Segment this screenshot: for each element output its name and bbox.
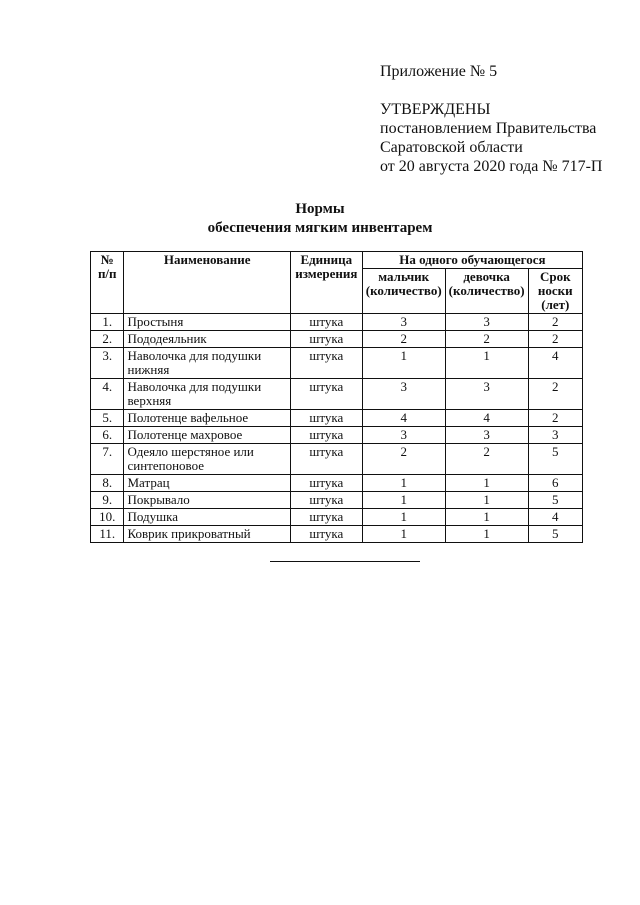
cell-term: 5 — [528, 526, 582, 543]
cell-num: 6. — [91, 427, 124, 444]
cell-num: 4. — [91, 379, 124, 410]
cell-num: 2. — [91, 331, 124, 348]
approval-block — [380, 62, 602, 176]
cell-boy: 1 — [362, 509, 445, 526]
cell-name: Матрац — [124, 475, 290, 492]
cell-term: 4 — [528, 348, 582, 379]
title-line: обеспечения мягким инвентарем — [207, 220, 433, 236]
cell-term: 4 — [528, 509, 582, 526]
cell-unit: штука — [290, 526, 362, 543]
cell-name: Коврик прикроватный — [124, 526, 290, 543]
table-row — [91, 475, 583, 492]
col-header-num: № п/п — [91, 252, 124, 314]
cell-girl: 1 — [445, 509, 528, 526]
table-row — [91, 379, 583, 410]
cell-girl: 1 — [445, 475, 528, 492]
cell-unit: штука — [290, 427, 362, 444]
cell-boy: 2 — [362, 444, 445, 475]
table-row — [91, 314, 583, 331]
table-row — [91, 331, 583, 348]
cell-boy: 1 — [362, 475, 445, 492]
cell-term: 2 — [528, 410, 582, 427]
cell-unit: штука — [290, 475, 362, 492]
cell-boy: 1 — [362, 348, 445, 379]
cell-unit: штука — [290, 379, 362, 410]
cell-girl: 2 — [445, 444, 528, 475]
cell-name: Одеяло шерстяное или синтепоновое — [124, 444, 290, 475]
approval-line: от 20 августа 2020 года № 717-П — [380, 158, 603, 175]
annex-label: Приложение № 5 — [380, 63, 498, 80]
approval-line: постановлением Правительства — [380, 120, 597, 137]
cell-unit: штука — [290, 348, 362, 379]
cell-unit: штука — [290, 444, 362, 475]
cell-girl: 3 — [445, 379, 528, 410]
cell-name: Полотенце вафельное — [124, 410, 290, 427]
norms-table — [90, 251, 583, 543]
cell-boy: 3 — [362, 427, 445, 444]
cell-boy: 3 — [362, 314, 445, 331]
table-row — [91, 348, 583, 379]
cell-unit: штука — [290, 492, 362, 509]
approval-line: Саратовской области — [380, 139, 523, 156]
cell-num: 1. — [91, 314, 124, 331]
cell-girl: 2 — [445, 331, 528, 348]
cell-term: 5 — [528, 444, 582, 475]
cell-boy: 3 — [362, 379, 445, 410]
table-row — [91, 444, 583, 475]
approval-heading: УТВЕРЖДЕНЫ — [380, 101, 491, 118]
cell-unit: штука — [290, 331, 362, 348]
cell-girl: 1 — [445, 348, 528, 379]
cell-num: 10. — [91, 509, 124, 526]
col-header-boy: мальчик (количество) — [362, 269, 445, 314]
cell-name: Полотенце махровое — [124, 427, 290, 444]
cell-girl: 1 — [445, 526, 528, 543]
cell-girl: 3 — [445, 314, 528, 331]
cell-term: 6 — [528, 475, 582, 492]
table-row — [91, 410, 583, 427]
document-title — [0, 200, 640, 238]
cell-unit: штука — [290, 509, 362, 526]
cell-name: Наволочка для подушки нижняя — [124, 348, 290, 379]
cell-num: 8. — [91, 475, 124, 492]
cell-boy: 1 — [362, 492, 445, 509]
cell-name: Подушка — [124, 509, 290, 526]
cell-term: 2 — [528, 331, 582, 348]
cell-girl: 4 — [445, 410, 528, 427]
cell-girl: 1 — [445, 492, 528, 509]
col-header-term: Срок носки (лет) — [528, 269, 582, 314]
table-row — [91, 526, 583, 543]
cell-name: Наволочка для подушки верхняя — [124, 379, 290, 410]
divider-line — [270, 561, 420, 562]
table-header-row — [91, 252, 583, 269]
cell-num: 9. — [91, 492, 124, 509]
cell-num: 3. — [91, 348, 124, 379]
table-row — [91, 509, 583, 526]
cell-unit: штука — [290, 410, 362, 427]
cell-term: 5 — [528, 492, 582, 509]
cell-girl: 3 — [445, 427, 528, 444]
title-line: Нормы — [295, 201, 345, 217]
cell-term: 2 — [528, 314, 582, 331]
cell-boy: 1 — [362, 526, 445, 543]
cell-num: 11. — [91, 526, 124, 543]
cell-boy: 2 — [362, 331, 445, 348]
cell-term: 3 — [528, 427, 582, 444]
cell-num: 5. — [91, 410, 124, 427]
cell-unit: штука — [290, 314, 362, 331]
cell-name: Простыня — [124, 314, 290, 331]
col-header-girl: девочка (количество) — [445, 269, 528, 314]
cell-name: Покрывало — [124, 492, 290, 509]
table-row — [91, 492, 583, 509]
table-row — [91, 427, 583, 444]
cell-name: Пододеяльник — [124, 331, 290, 348]
cell-boy: 4 — [362, 410, 445, 427]
col-header-unit: Единица измерения — [290, 252, 362, 314]
cell-term: 2 — [528, 379, 582, 410]
col-header-name: Наименование — [124, 252, 290, 314]
col-header-group: На одного обучающегося — [362, 252, 582, 269]
cell-num: 7. — [91, 444, 124, 475]
